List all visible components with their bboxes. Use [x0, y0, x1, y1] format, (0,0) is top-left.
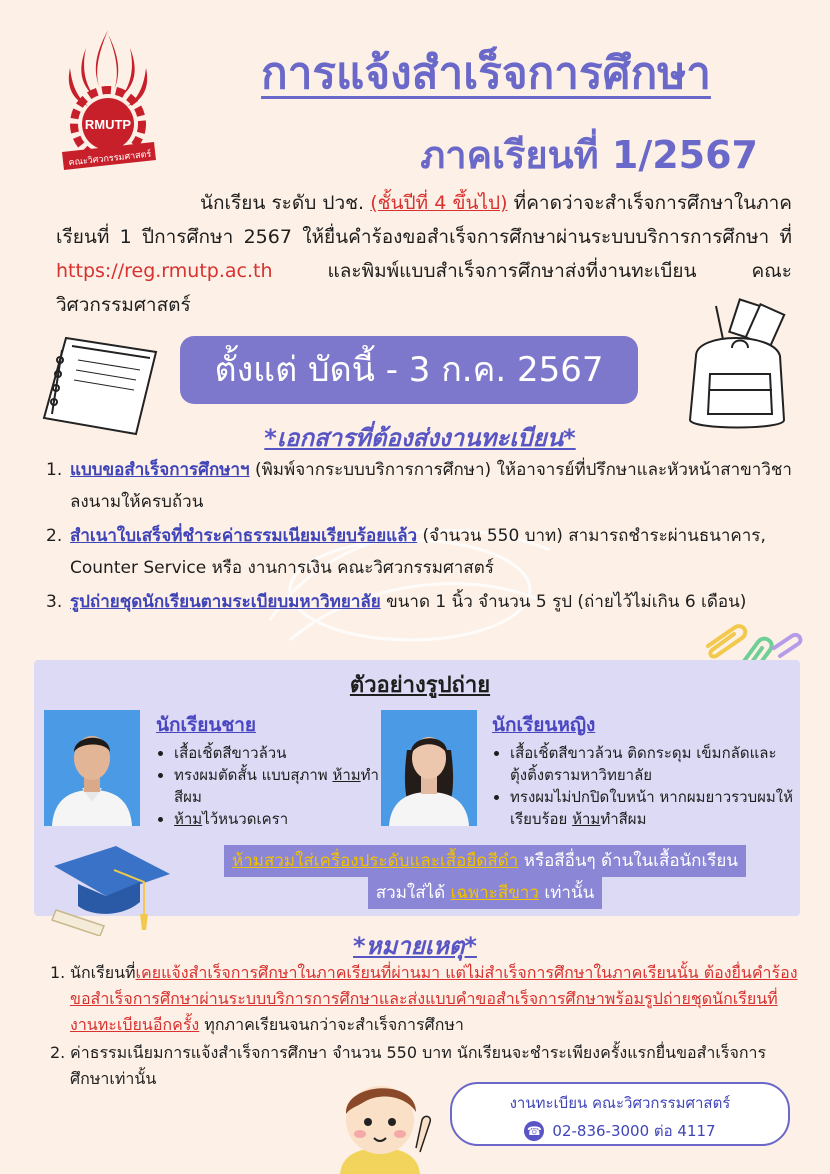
contact-department: งานทะเบียน คณะวิศวกรรมศาสตร์	[509, 1094, 731, 1112]
document-name: รูปถ่ายชุดนักเรียนตามระเบียบมหาวิทยาลัย	[70, 592, 381, 612]
deadline-banner: ตั้งแต่ บัดนี้ - 3 ก.ค. 2567	[180, 336, 638, 404]
document-detail: (พิมพ์จากระบบบริการการศึกษา) ให้อาจารย์ที่ปรึกษาและหัวหน้าสาขาวิชา ลงนามให้ครบถ้วน	[70, 460, 792, 512]
backpack-icon	[676, 296, 796, 436]
white-only-highlight: เฉพาะสีขาว	[450, 883, 539, 903]
notice-highlight: ห้ามสวมใส่เครื่องประดับและเสื้อยืดสีดำ	[232, 851, 519, 871]
document-item	[46, 520, 806, 584]
remarks-title: *หมายเหตุ*	[353, 932, 477, 960]
documents-list	[46, 454, 806, 620]
graduation-cap-icon	[44, 840, 174, 936]
document-item	[46, 586, 806, 618]
female-student-heading: นักเรียนหญิง	[492, 714, 596, 736]
student-cartoon	[320, 1062, 440, 1174]
male-rules-list	[156, 742, 388, 830]
contact-phone[interactable]: 02-836-3000 ต่อ 4117	[552, 1122, 716, 1140]
list-item: • เสื้อเชิ้ตสีขาวล้วน	[174, 742, 388, 764]
intro-text-3: และพิมพ์แบบสำเร็จการศึกษาส่งที่งานทะเบียน คณะวิศวกรรมศาสตร์	[56, 260, 792, 316]
photo-example-title: ตัวอย่างรูปถ่าย	[349, 673, 491, 698]
document-name: แบบขอสำเร็จการศึกษาฯ	[70, 460, 250, 480]
year-highlight: (ชั้นปีที่ 4 ขึ้นไป)	[370, 192, 508, 214]
dress-notice: ห้ามสวมใส่เครื่องประดับและเสื้อยืดสีดำ หรือสีอื่นๆ ด้านในเสื้อนักเรียน สวมใส่ได้ เฉพาะสีขาว เท่านั้น	[178, 845, 792, 911]
contact-box	[450, 1082, 790, 1146]
remark-item: 1. นักเรียนที่เคยแจ้งสำเร็จการศึกษาในภาคเรียนที่ผ่านมา แต่ไม่สำเร็จการศึกษาในภาคเรียนนั้น ต้องยื่นคำร้องขอสำเร็จการศึกษาผ่านระบบบริการการศึกษาและส่งแบบคำขอสำเร็จการศึกษาพร้อมรูปถ่ายชุดนักเรียนที่งานทะเบียนอีกครั้ง ทุกภาคเรียนจนกว่าจะสำเร็จการศึกษา	[50, 963, 798, 1034]
document-name: สำเนาใบเสร็จที่ชำระค่าธรรมเนียมเรียบร้อยแล้ว	[70, 526, 418, 546]
phone-icon: ☎	[524, 1121, 544, 1141]
documents-title: *เอกสารที่ต้องส่งงานทะเบียน*	[264, 424, 576, 452]
rmutp-logo	[48, 24, 168, 174]
male-student-photo	[44, 710, 140, 826]
item-number: 2.	[46, 526, 63, 546]
female-rules-list	[492, 742, 810, 830]
remark-item: 2. ค่าธรรมเนียมการแจ้งสำเร็จการศึกษา จำนวน 550 บาท นักเรียนจะชำระเพียงครั้งแรกยื่นขอสำเร็จการศึกษาเท่านั้น	[50, 1043, 767, 1088]
registration-link[interactable]: https://reg.rmutp.ac.th	[56, 260, 273, 282]
intro-text-1: นักเรียน ระดับ ปวช.	[200, 192, 371, 214]
list-item: • ทรงผมไม่ปกปิดใบหน้า หากผมยาวรวบผมให้เรียบร้อย ห้ามทำสีผม	[510, 786, 810, 830]
male-student-heading: นักเรียนชาย	[156, 714, 257, 736]
item-number: 1.	[46, 460, 63, 480]
list-item: • ทรงผมตัดสั้น แบบสุภาพ ห้ามทำสีผม	[174, 764, 388, 808]
logo-text: RMUTP	[84, 117, 132, 132]
semester-label: ภาคเรียนที่ 1/2567	[420, 133, 758, 177]
page-title: การแจ้งสำเร็จการศึกษา	[261, 48, 711, 99]
logo-banner: คณะวิศวกรรมศาสตร์	[68, 149, 152, 169]
document-detail: (จำนวน 550 บาท) สามารถชำระผ่านธนาคาร, Counter Service หรือ งานการเงิน คณะวิศวกรรมศาสตร์	[70, 526, 766, 578]
list-item: • เสื้อเชิ้ตสีขาวล้วน ติดกระดุม เข็มกลัดและตุ้งติ้งตรามหาวิทยาลัย	[510, 742, 810, 786]
document-item	[46, 454, 806, 518]
intro-text-2: ที่คาดว่าจะสำเร็จการศึกษาในภาคเรียนที่ 1 ปีการศึกษา 2567 ให้ยื่นคำร้องขอสำเร็จการศึกษาผ่านระบบบริการการศึกษา ที่	[56, 192, 792, 248]
item-number: 3.	[46, 592, 63, 612]
notebook-icon	[36, 330, 166, 440]
document-detail: ขนาด 1 นิ้ว จำนวน 5 รูป (ถ่ายไว้ไม่เกิน 6 เดือน)	[380, 592, 747, 612]
female-student-photo	[381, 710, 477, 826]
list-item: • ห้ามไว้หนวดเครา	[174, 808, 388, 830]
